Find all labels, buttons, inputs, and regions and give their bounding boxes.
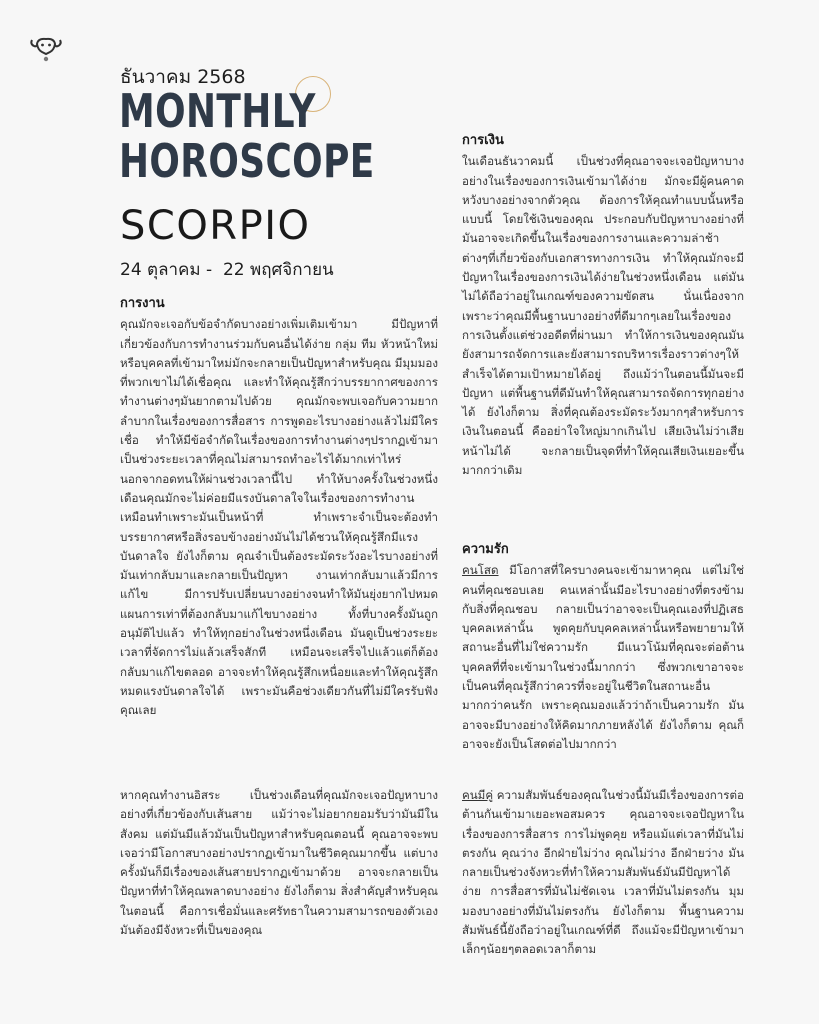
love-section [462, 540, 744, 754]
single-text: มีโอกาสที่ใครบางคนจะเข้ามาหาคุณ แต่ไม่ใช่คนที่คุณชอบเลย คนเหล่านั้นมีอะไรบางอย่างที่ตรงข้ามกับสิ่งที่คุณชอบ กลายเป็นว่าอาจจะเป็นคุณเองที่ปฏิเสธบุคคลเหล่านั้น พูดคุยกับบุคคลเหล่านั้นหรือพยายามให้สถานะอื่นที่ไม่ใช่ความรัก มีแนวโน้มที่คุณจะต่อต้านบุคคลที่ที่จะเข้ามาในช่วงนี้มากกว่า ซึ่งพวกเขาอาจจะเป็นคนที่คุณรู้สึกว่าควรที่จะอยู่ในชีวิตในสถานะอื่นมากกว่าคนรัก เพราะคุณมองแล้วว่าถ้าเป็นความรัก มันอาจจะมีบางอย่างให้คิดมากภายหลังได้ ยังไงก็ตาม คุณก็อาจจะยังเป็นโสดต่อไปมากกว่า [462, 563, 744, 751]
couple-label: คนมีคู่ [462, 788, 494, 802]
date-range: 24 ตุลาคม - 22 พฤศจิกายน [120, 260, 334, 280]
finance-heading: การเงิน [462, 133, 504, 148]
finance-paragraph: ในเดือนธันวาคมนี้ เป็นช่วงที่คุณอาจจะเจอปัญหาบางอย่างในเรื่องของการเงินเข้ามาได้ง่าย มักจะมีผู้คนคาดหวังบางอย่างจากตัวคุณ ต้องการให้คุณทำแบบนั้นหรือแบบนี้ โดยใช้เงินของคุณ ประกอบกับปัญหาบางอย่างที่มันอาจจะเกิดขึ้นในเรื่องของการงานและความล่าช้าต่างๆที่เกี่ยวข้องกับเอกสารทางการเงิน ทำให้คุณมักจะมีปัญหาในเรื่องของการเงินได้ง่ายในช่วงหนึ่งเดือน แต่มันไม่ได้ถือว่าอยู่ในเกณฑ์ของความขัดสน นั่นเนื่องจากเพราะว่าคุณมีพื้นฐานบางอย่างที่ดีมากๆเลยในเรื่องของการเงินตั้งแต่ช่วงอดีตที่ผ่านมา ทำให้การเงินของคุณมันยังสามารถจัดการและยังสามารถบริหารเรื่องราวต่างๆให้สำเร็จได้ตามเป้าหมายได้อยู่ ถึงแม้ว่าในตอนนี้มันจะมีปัญหา แต่พื้นฐานที่ดีมันทำให้คุณสามารถจัดการทุกอย่างได้ ยังไงก็ตาม สิ่งที่คุณต้องระมัดระวังมากๆสำหรับการเงินในตอนนี้ คืออย่าใจใหญ่มากเกินไป เสียเงินไม่ว่าเสียหน้าไม่ได้ จะกลายเป็นจุดที่ทำให้คุณเสียเงินเยอะขึ้นมากกว่าเดิม [462, 154, 744, 478]
title-line-monthly: MONTHLY [119, 84, 316, 138]
couple-text: ความสัมพันธ์ของคุณในช่วงนี้มันมีเรื่องของการต่อต้านกันเข้ามาเยอะพอสมควร คุณอาจจะเจอปัญหาในเรื่องของการสื่อสาร การไม่พูดคุย หรือแม้แต่เวลาที่มันไม่ตรงกัน คุณว่าง อีกฝ่ายไม่ว่าง คุณไม่ว่าง อีกฝ่ายว่าง มันกลายเป็นช่วงจังหวะที่ทำให้ความสัมพันธ์มันมีปัญหาได้ง่าย การสื่อสารที่มันไม่ชัดเจน เวลาที่มันไม่ตรงกัน มุมมองบางอย่างที่มันไม่ตรงกัน ยังไงก็ตาม พื้นฐานความสัมพันธ์นี้ยังถือว่าอยู่ในเกณฑ์ที่ดี ถึงแม้จะมีปัญหาเข้ามาเล็กๆน้อยๆตลอดเวลาก็ตาม [462, 788, 744, 957]
love-heading: ความรัก [462, 542, 509, 557]
zodiac-sign: SCORPIO [120, 203, 311, 249]
love-couple-paragraph [462, 786, 744, 960]
work-section [120, 294, 438, 721]
love-single-paragraph [462, 561, 744, 754]
single-label: คนโสด [462, 563, 499, 578]
month-label: ธันวาคม 2568 [120, 66, 246, 88]
work-paragraph-2: หากคุณทำงานอิสระ เป็นช่วงเดือนที่คุณมักจะเจอปัญหาบางอย่างที่เกี่ยวข้องกับเส้นสาย แม้ว่าจะไม่อยากยอมรับว่ามันมีในสังคม แต่มันมีแล้วมันเป็นปัญหาสำหรับคุณตอนนี้ คุณอาจจะพบเจอว่ามีโอกาสบางอย่างปรากฏเข้ามาในชีวิตคุณมากขึ้น แต่บางครั้งมันก็มีเรื่องของเส้นสายปรากฏเข้ามาด้วย อาจจะกลายเป็นปัญหาที่ทำให้คุณพลาดบางอย่าง ยังไงก็ตาม สิ่งสำคัญสำหรับคุณในตอนนี้ คือการเชื่อมั่นและศรัทธาในความสามารถของตัวเอง มันต้องมีจังหวะที่เป็นของคุณ [120, 788, 438, 938]
page-title [119, 86, 447, 186]
finance-section [462, 131, 744, 480]
work-paragraph-1: คุณมักจะเจอกับข้อจำกัดบางอย่างเพิ่มเติมเข้ามา มีปัญหาที่เกี่ยวข้องกับการทำงานร่วมกับคนอื่นได้ง่าย กลุ่ม ทีม หัวหน้าใหม่ หรือบุคคลที่เข้ามาใหม่มักจะกลายเป็นปัญหาสำหรับคุณ มีมุมมองที่พวกเขาไม่ได้เชื่อคุณ และทำให้คุณรู้สึกว่าบรรยากาศของการทำงานต่างๆมันยากตามไปด้วย คุณมักจะพบเจอกับความยากลำบากในเรื่องของการสื่อสาร การพูดอะไรบางอย่างแล้วไม่มีใครเชื่อ ทำให้มีข้อจำกัดในเรื่องของการทำงานต่างๆปรากฏเข้ามา เป็นช่วงระยะเวลาที่คุณไม่สามารถทำอะไรได้มากเท่าไหร่ นอกจากอดทนให้ผ่านช่วงเวลานี้ไป ทำให้บางครั้งในช่วงหนึ่งเดือนคุณมักจะไม่ค่อยมีแรงบันดาลใจในเรื่องของการทำงาน เหมือนทำเพราะมันเป็นหน้าที่ ทำเพราะจำเป็นจะต้องทำ บรรยากาศหรือสิ่งรอบข้างอย่างมันไม่ได้ชวนให้คุณรู้สึกมีแรงบันดาลใจ ยังไงก็ตาม คุณจำเป็นต้องระมัดระวังอะไรบางอย่างที่มันเท่ากลับมาและกลายเป็นปัญหา งานเท่ากลับมาแล้วมีการแก้ไข มีการปรับเปลี่ยนบางอย่างจนทำให้มันยุ่งยากไปหมด แผนการเท่าที่ต้องกลับมาแก้ไขบางอย่าง ทั้งที่บางครั้งมันถูกอนุมัติไปแล้ว ทำให้ทุกอย่างในช่วงหนึ่งเดือน มันดูเป็นช่วงระยะเวลาที่จัดการไม่แล้วเสร็จสักที เหมือนจะเสร็จไปแล้วแต่ก็ต้องกลับมาแก้ไขตลอด อาจจะทำให้คุณรู้สึกเหนื่อยและทำให้คุณรู้สึกหมดแรงบันดาลใจได้ เพราะมันคือช่วงเดียวกันที่ไม่มีใครรับฟังคุณเลย [120, 317, 438, 718]
taurus-bull-logo-icon [28, 34, 64, 64]
title-line-horoscope: HOROSCOPE [119, 134, 375, 188]
work-heading: การงาน [120, 296, 165, 311]
work-section-freelance [120, 786, 438, 940]
love-couple-section [462, 786, 744, 960]
